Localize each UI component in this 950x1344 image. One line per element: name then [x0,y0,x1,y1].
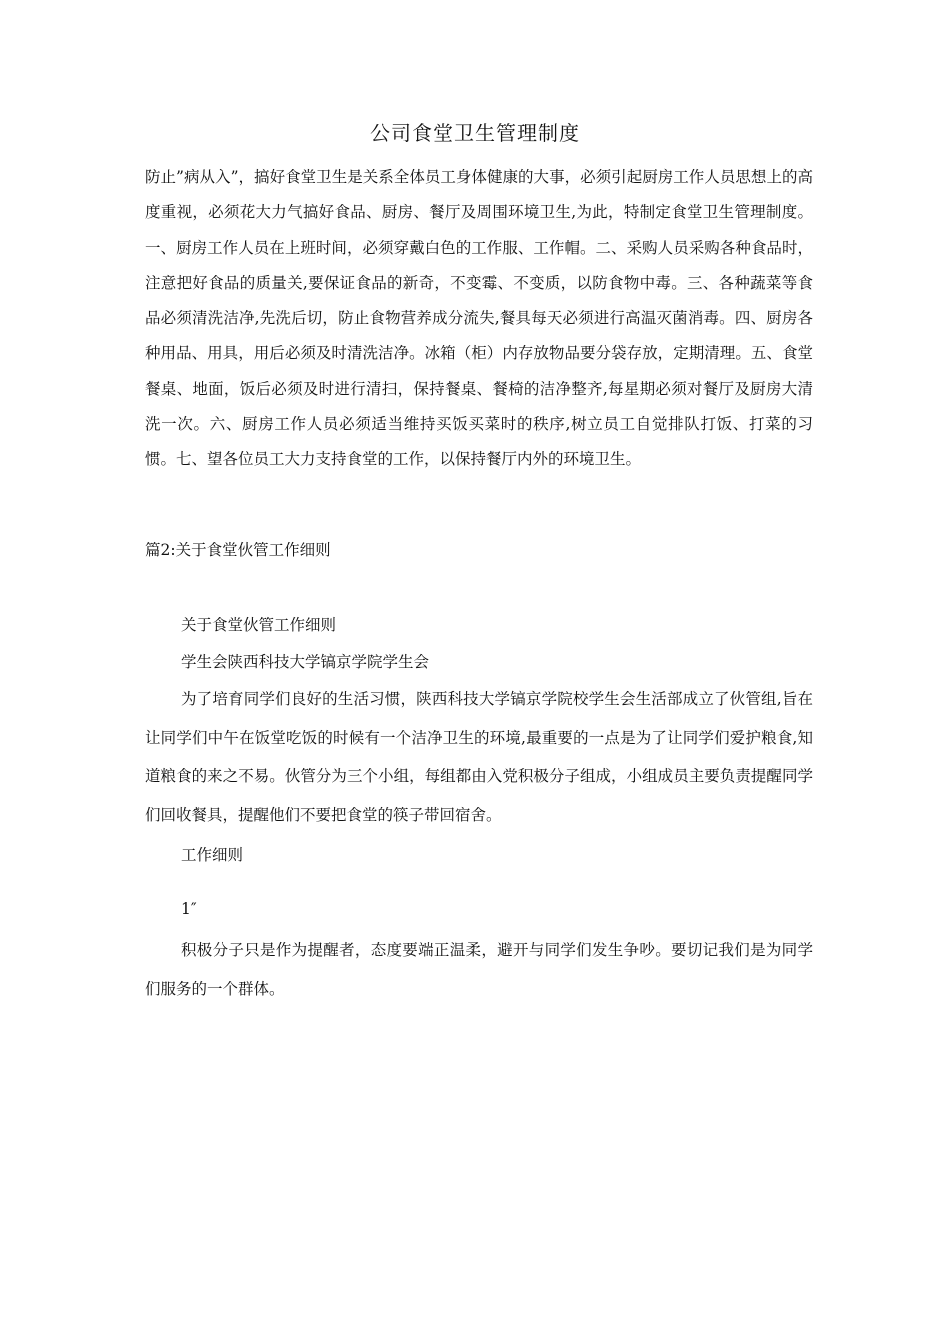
item-number: 1″ [181,900,197,918]
section2-heading: 篇2:关于食堂伙管工作细则 [145,541,331,559]
section2-intro-paragraph: 为了培育同学们良好的生活习惯，陕西科技大学镐京学院校学生会生活部成立了伙管组,旨在让同学们中午在饭堂吃饭的时候有一个洁净卫生的环境,最重要的一点是为了让同学们爱护粮食,知道粮食的来之不易。伙管分为三个小组，每组都由入党积极分子组成，小组成员主要负责提醒同学们回收餐具，提醒他们不要把食堂的筷子带回宿舍。 [145,690,813,824]
canteen-rules-paragraph: 防止”病从入”，搞好食堂卫生是关系全体员工身体健康的大事，必须引起厨房工作人员思想上的高度重视，必须花大力气搞好食品、厨房、餐厅及周围环境卫生,为此，特制定食堂卫生管理制度。一、厨房工作人员在上班时间，必须穿戴白色的工作服、工作帽。二、采购人员采购各种食品时，注意把好食品的质量关,要保证食品的新奇，不变霉、不变质，以防食物中毒。三、各种蔬菜等食品必须清洗洁净,先洗后切，防止食物营养成分流失,餐具每天必须进行高温灭菌消毒。四、厨房各种用品、用具，用后必须及时清洗洁净。冰箱（柜）内存放物品要分袋存放，定期清理。五、食堂餐桌、地面，饭后必须及时进行清扫，保持餐桌、餐椅的洁净整齐,每星期必须对餐厅及厨房大清洗一次。六、厨房工作人员必须适当维持买饭买菜时的秩序,树立员工自觉排队打饭、打菜的习惯。七、望各位员工大力支持食堂的工作，以保持餐厅内外的环境卫生。 [145,168,813,469]
work-details-label: 工作细则 [181,846,244,864]
item1-paragraph: 积极分子只是作为提醒者，态度要端正温柔，避开与同学们发生争吵。要切记我们是为同学们服务的一个群体。 [145,941,813,998]
document-title: 公司食堂卫生管理制度 [370,121,580,145]
section2-title: 关于食堂伙管工作细则 [181,616,337,634]
section2-organization: 学生会陕西科技大学镐京学院学生会 [181,653,430,671]
